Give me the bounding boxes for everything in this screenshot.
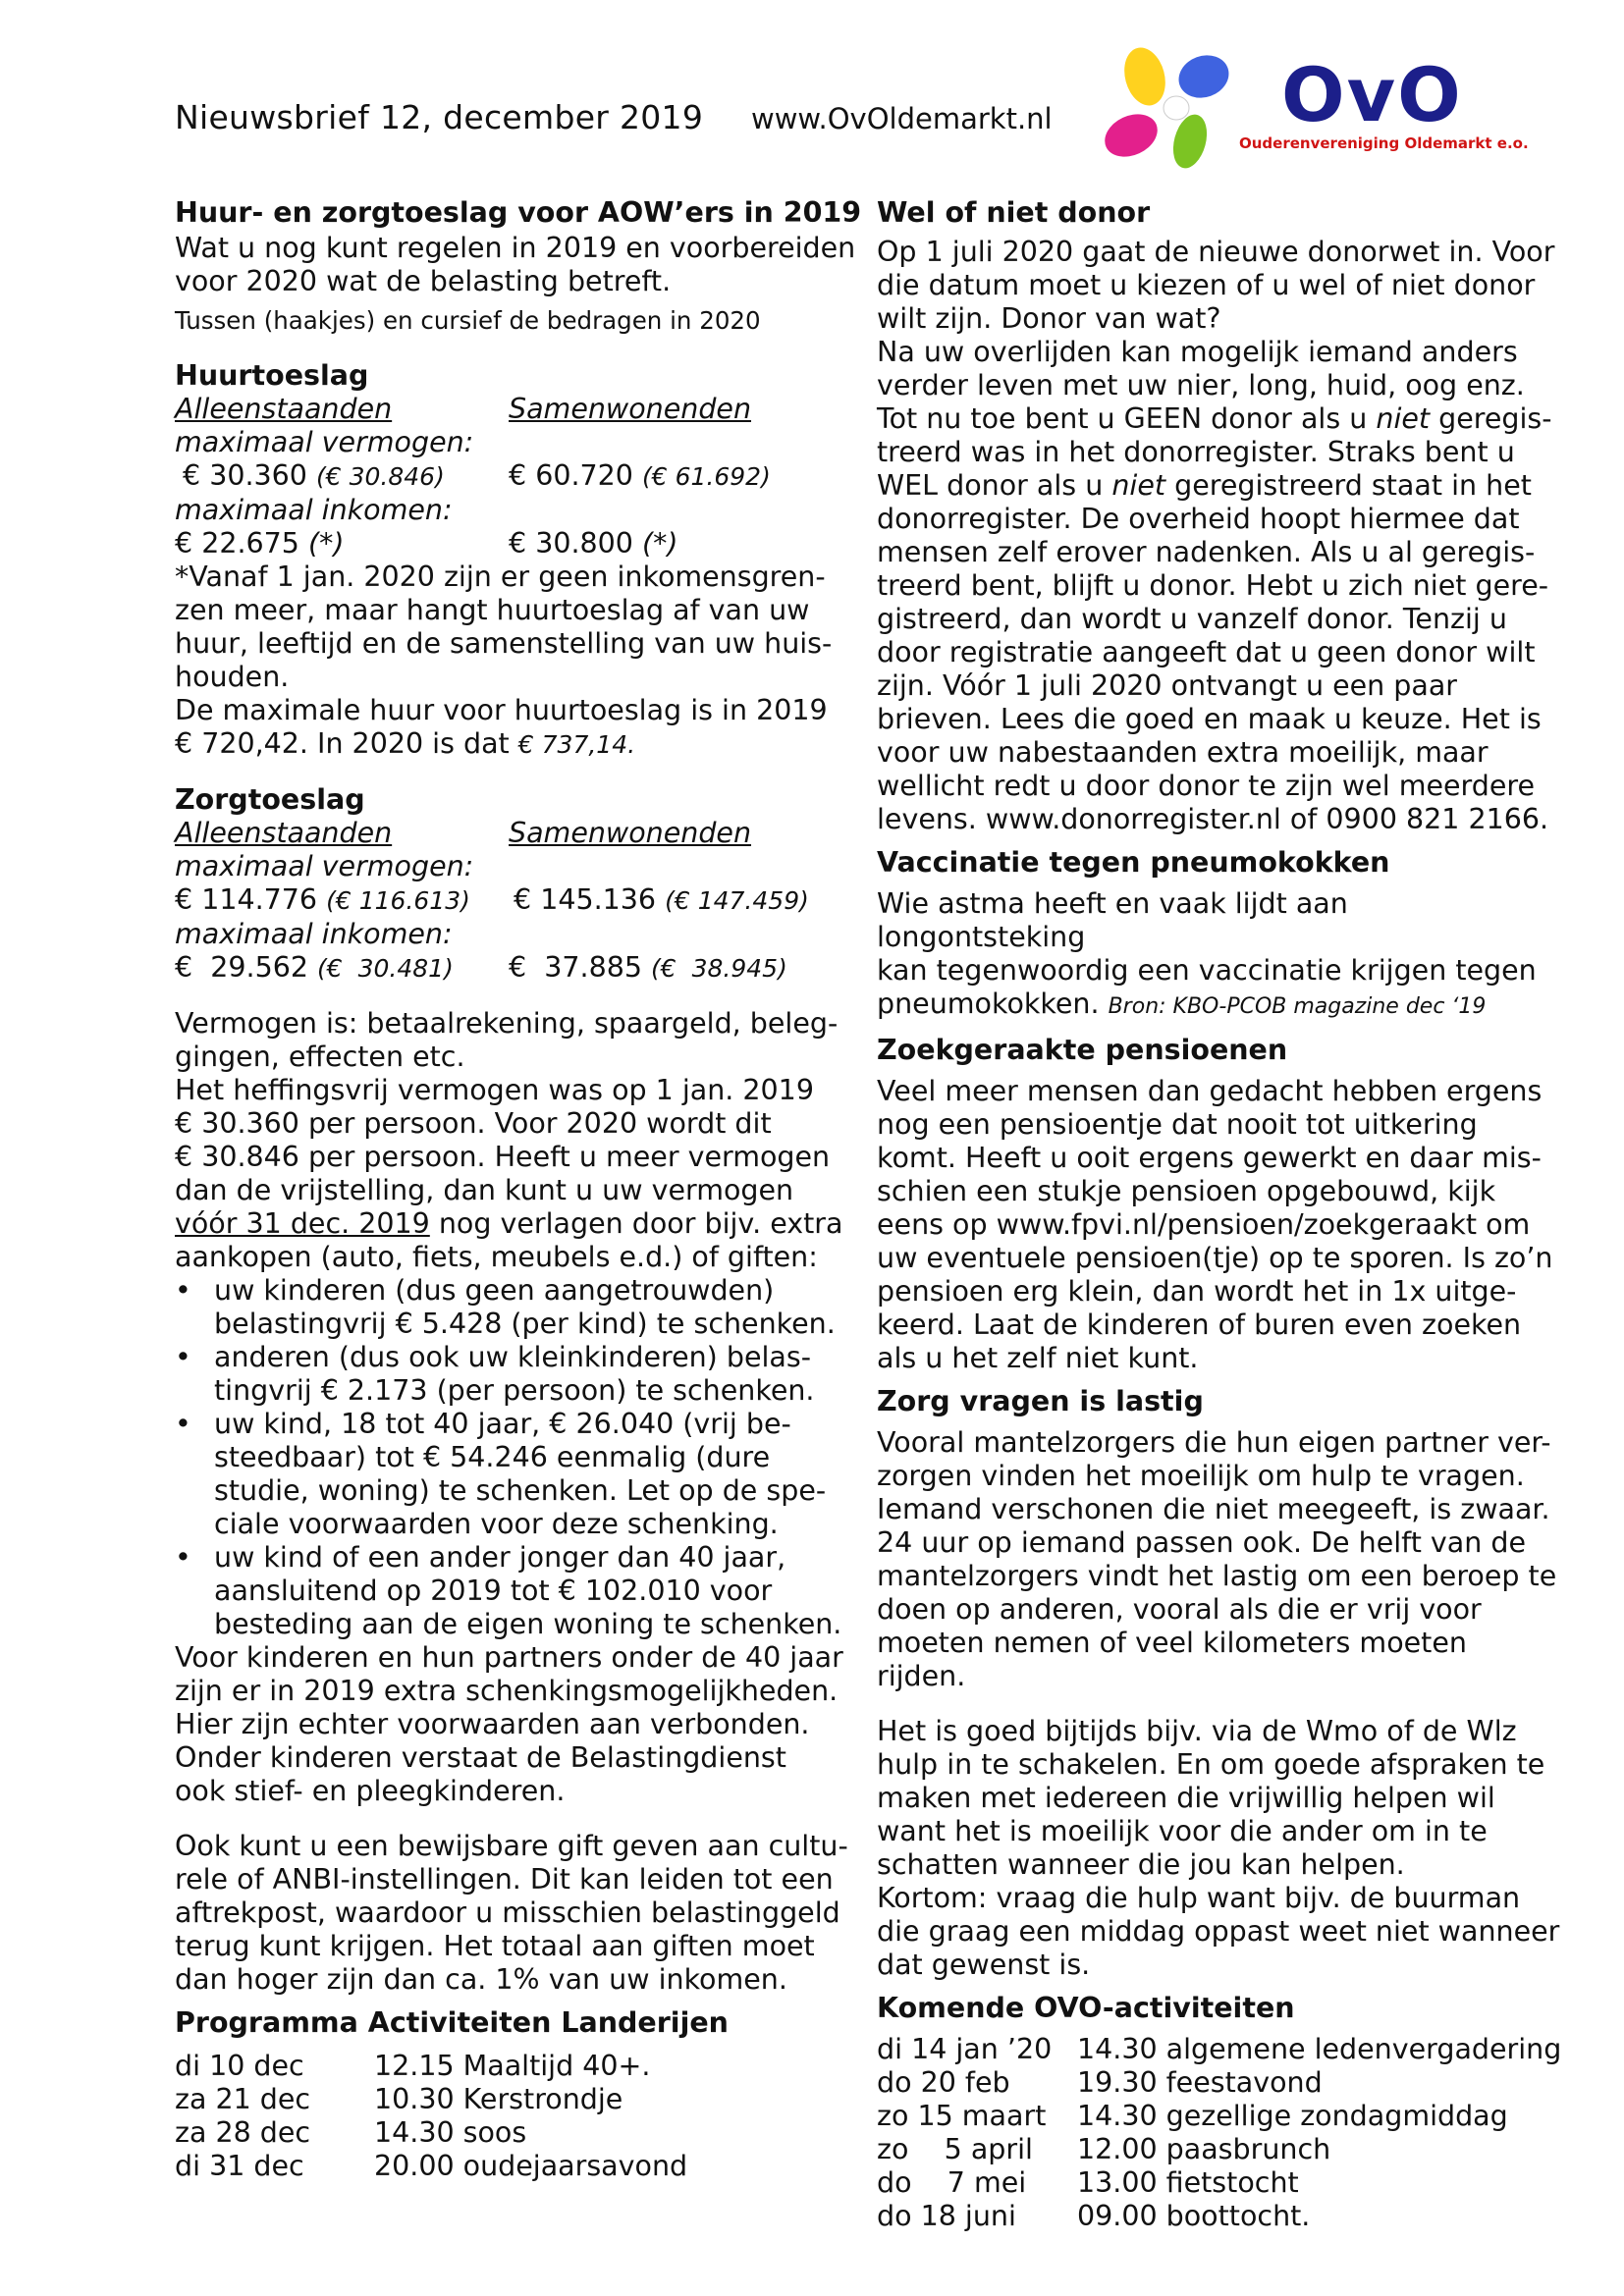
activity-row	[877, 2133, 1564, 2166]
list-item: • uw kind of een ander jonger dan 40 jaar, aansluitend op 2019 tot € 102.010 voor besteding aan de eigen woning te schenken.	[175, 1541, 862, 1641]
activity-row	[175, 2116, 862, 2150]
text-line	[175, 727, 862, 762]
deadline-date: vóór 31 dec. 2019	[175, 1207, 430, 1240]
activity-date: di 10 dec	[175, 2050, 304, 2082]
list-item: • uw kind, 18 tot 40 jaar, € 26.040 (vrij be- steedbaar) tot € 54.246 eenmalig (dure studie, woning) te schenken. Let op de spe- ciale voorwaarden voor deze schenking.	[175, 1408, 862, 1541]
activity-desc: 14.30 soos	[374, 2116, 527, 2149]
text-line: terug kunt krijgen. Het totaal aan giften moet	[175, 1930, 815, 1962]
text-line: rele of ANBI-instellingen. Dit kan leiden tot een	[175, 1863, 834, 1896]
value-2020: (€ 61.692)	[641, 462, 771, 491]
row-inkomen	[175, 951, 862, 986]
activity-row	[877, 2100, 1564, 2133]
text-line: uw eventuele pensioen(tje) op te sporen. Is zo’n	[877, 1242, 1553, 1274]
activity-row	[877, 2200, 1564, 2233]
activity-row	[877, 2033, 1564, 2066]
text-line: mantelzorgers vindt het lastig om een beroep te	[877, 1560, 1557, 1592]
heading-zorg-vragen: Zorg vragen is lastig	[877, 1385, 1204, 1417]
note-2020: Tussen (haakjes) en cursief de bedragen in 2020	[175, 306, 761, 335]
label-max-inkomen: maximaal inkomen:	[175, 918, 453, 950]
activity-desc: 12.15 Maaltijd 40+.	[374, 2050, 651, 2082]
text-line: doen op anderen, vooral als die er vrij voor	[877, 1593, 1482, 1626]
activity-date: di 31 dec	[175, 2150, 304, 2182]
text-line: wilt zijn. Donor van wat?	[877, 302, 1221, 335]
heading-pensioenen: Zoekgeraakte pensioenen	[877, 1034, 1288, 1066]
text-line: aftrekpost, waardoor u misschien belastinggeld	[175, 1896, 840, 1929]
activity-date: za 28 dec	[175, 2116, 311, 2149]
emphasis: niet	[1111, 469, 1166, 502]
row-vermogen	[175, 459, 862, 494]
text-line: hulp in te schakelen. En om goede afspraken te	[877, 1748, 1545, 1781]
text-line: Op 1 juli 2020 gaat de nieuwe donorwet in. Voor	[877, 236, 1555, 268]
text-line: dan hoger zijn dan ca. 1% van uw inkomen.	[175, 1963, 787, 1996]
value: € 22.675	[175, 527, 299, 560]
logo-text: OvO	[1281, 51, 1463, 138]
text-line: Veel meer mensen dan gedacht hebben ergens	[877, 1075, 1543, 1107]
text-line: eens op www.fpvi.nl/pensioen/zoekgeraakt om	[877, 1208, 1531, 1241]
text-line: donorregister. De overheid hoopt hiermee dat	[877, 503, 1520, 535]
text-line: Ook kunt u een bewijsbare gift geven aan cultu-	[175, 1830, 848, 1862]
text-line: brieven. Lees die goed en maak u keuze. Het is	[877, 703, 1542, 735]
text-line: ook stief- en pleegkinderen.	[175, 1775, 566, 1807]
activity-date: zo 15 maart	[877, 2100, 1047, 2132]
value-2020: (€ 30.846)	[315, 462, 445, 491]
text-line: levens. www.donorregister.nl of 0900 821 2166.	[877, 803, 1549, 835]
text-line: zen meer, maar hangt huurtoeslag af van uw	[175, 594, 810, 626]
text-line: dan de vrijstelling, dan kunt u uw vermogen	[175, 1174, 794, 1206]
activity-date: do 7 mei	[877, 2166, 1027, 2199]
logo-icon	[1098, 39, 1245, 177]
row-inkomen	[175, 527, 862, 561]
column-headers	[175, 393, 862, 426]
text-line: *Vanaf 1 jan. 2020 zijn er geen inkomensgren-	[175, 561, 826, 593]
text-line: verder leven met uw nier, long, huid, oog enz.	[877, 369, 1525, 401]
text-line: pensioen erg klein, dan wordt het in 1x uitge-	[877, 1275, 1517, 1308]
activity-desc: 14.30 algemene ledenvergadering	[1077, 2033, 1562, 2065]
text-line: gistreerd, dan wordt u vanzelf donor. Tenzij u	[877, 603, 1507, 635]
logo-subtitle: Ouderenvereniging Oldemarkt e.o.	[1239, 134, 1529, 152]
activity-desc: 12.00 paasbrunch	[1077, 2133, 1331, 2165]
heading-programma: Programma Activiteiten Landerijen	[175, 2006, 729, 2039]
activity-row	[877, 2066, 1564, 2100]
col-samenwonenden: Samenwonenden	[509, 817, 752, 849]
text-line: zorgen vinden het moeilijk om hulp te vragen.	[877, 1460, 1525, 1492]
label-max-vermogen: maximaal vermogen:	[175, 426, 474, 458]
text-line: komt. Heeft u ooit ergens gewerkt en daar mis-	[877, 1142, 1542, 1174]
text-line: maken met iedereen die vrijwillig helpen wil	[877, 1782, 1495, 1814]
row-vermogen	[175, 883, 862, 918]
text-line: Vermogen is: betaalrekening, spaargeld, beleg-	[175, 1007, 839, 1040]
text-line: treerd was in het donorregister. Straks bent u	[877, 436, 1515, 468]
label-max-vermogen: maximaal vermogen:	[175, 850, 474, 882]
right-column	[877, 196, 1564, 2233]
value: € 30.800	[509, 527, 633, 560]
list-item: • uw kinderen (dus geen aangetrouwden) belastingvrij € 5.428 (per kind) te schenken.	[175, 1274, 862, 1341]
text-line: De maximale huur voor huurtoeslag is in 2019	[175, 694, 828, 726]
value-2020: (€ 38.945)	[651, 954, 787, 983]
activity-row	[175, 2150, 862, 2183]
heading-huurtoeslag: Huurtoeslag	[175, 359, 369, 392]
text-line	[175, 1207, 862, 1241]
text-line: Na uw overlijden kan mogelijk iemand anders	[877, 336, 1518, 368]
text-line: Voor kinderen en hun partners onder de 40 jaar	[175, 1641, 843, 1674]
text-line: keerd. Laat de kinderen of buren even zoeken	[877, 1308, 1522, 1341]
text-line: zijn. Vóór 1 juli 2020 ontvangt u een paar	[877, 669, 1458, 702]
activity-row	[175, 2050, 862, 2083]
text-line: € 30.360 per persoon. Voor 2020 wordt dit	[175, 1107, 772, 1140]
activity-row	[877, 2166, 1564, 2200]
text-line: Onder kinderen verstaat de Belastingdienst	[175, 1741, 786, 1774]
value-2020: (€ 30.481)	[317, 954, 454, 983]
text-line: want het is moeilijk voor die ander om in te	[877, 1815, 1488, 1847]
activity-desc: 09.00 boottocht.	[1077, 2200, 1311, 2232]
text-line: aankopen (auto, fiets, meubels e.d.) of giften:	[175, 1241, 818, 1273]
heading-donor: Wel of niet donor	[877, 196, 1151, 229]
column-headers	[175, 817, 862, 850]
website-url[interactable]: www.OvOldemarkt.nl	[751, 102, 1053, 135]
value-2020: (€ 147.459)	[665, 886, 809, 915]
text-line: als u het zelf niet kunt.	[877, 1342, 1199, 1374]
activity-date: za 21 dec	[175, 2083, 311, 2115]
intro-line: voor 2020 wat de belasting betreft.	[175, 265, 672, 297]
value: € 145.136	[514, 883, 657, 916]
label-max-inkomen: maximaal inkomen:	[175, 494, 453, 526]
activity-desc: 10.30 Kerstrondje	[374, 2083, 623, 2115]
value-2020: (€ 116.613)	[326, 886, 470, 915]
text-line: dat gewenst is.	[877, 1949, 1091, 1981]
text-line: nog een pensioentje dat nooit tot uitkering	[877, 1108, 1478, 1141]
value: € 30.360	[183, 459, 307, 492]
heading-vaccinatie: Vaccinatie tegen pneumokokken	[877, 846, 1390, 879]
value: € 29.562	[175, 951, 308, 984]
col-alleenstaanden: Alleenstaanden	[175, 817, 393, 849]
text-line: kan tegenwoordig een vaccinatie krijgen tegen	[877, 954, 1537, 987]
activity-desc: 19.30 feestavond	[1077, 2066, 1323, 2099]
text-line: moeten nemen of veel kilometers moeten rijden.	[877, 1627, 1467, 1692]
source: Bron: KBO-PCOB magazine dec ‘19	[1108, 994, 1487, 1019]
value: € 114.776	[175, 883, 318, 916]
text-line: € 30.846 per persoon. Heeft u meer vermogen	[175, 1141, 831, 1173]
activity-date: di 14 jan ’20	[877, 2033, 1053, 2065]
text-line: gingen, effecten etc.	[175, 1041, 465, 1073]
text-line: die datum moet u kiezen of u wel of niet donor	[877, 269, 1536, 301]
newsletter-title: Nieuwsbrief 12, december 2019	[175, 98, 704, 136]
col-alleenstaanden: Alleenstaanden	[175, 393, 393, 425]
text-line: Het heffingsvrij vermogen was op 1 jan. 2019	[175, 1074, 814, 1106]
text-line: schien een stukje pensioen opgebouwd, kijk	[877, 1175, 1496, 1207]
text-line: door registratie aangeeft dat u geen donor wilt	[877, 636, 1536, 668]
activity-desc: 20.00 oudejaarsavond	[374, 2150, 688, 2182]
left-column	[175, 196, 862, 2183]
text-line: die graag een middag oppast weet niet wanneer	[877, 1915, 1560, 1948]
text-line: Hier zijn echter voorwaarden aan verbonden.	[175, 1708, 810, 1740]
text-line: voor uw nabestaanden extra moeilijk, maar	[877, 736, 1489, 769]
text-line: Iemand verschonen die niet meegeeft, is zwaar.	[877, 1493, 1550, 1525]
activity-date: zo 5 april	[877, 2133, 1033, 2165]
text-line: pneumokokken. Bron: KBO-PCOB magazine dec ‘19	[877, 988, 1487, 1020]
value-2020: (*)	[641, 527, 678, 560]
heading-komende-activiteiten: Komende OVO-activiteiten	[877, 1992, 1295, 2024]
value: € 60.720	[509, 459, 633, 492]
activity-date: do 20 feb	[877, 2066, 1010, 2099]
gift-list	[175, 1274, 862, 1641]
text-line: Kortom: vraag die hulp want bijv. de buurman	[877, 1882, 1521, 1914]
activity-date: do 18 juni	[877, 2200, 1016, 2232]
text-line: 24 uur op iemand passen ook. De helft van de	[877, 1526, 1527, 1559]
text-line: wellicht redt u door donor te zijn wel meerdere	[877, 770, 1535, 802]
text-line: Vooral mantelzorgers die hun eigen partner ver-	[877, 1426, 1551, 1459]
text: € 720,42. In 2020 is dat	[175, 727, 510, 760]
text-line: WEL donor als u niet geregistreerd staat in het	[877, 469, 1532, 502]
emphasis: niet	[1376, 402, 1431, 435]
value: € 37.885	[509, 951, 642, 984]
text-line: treerd bent, blijft u donor. Hebt u zich niet gere-	[877, 569, 1549, 602]
text-line: huur, leeftijd en de samenstelling van uw huis-	[175, 627, 833, 660]
text-line: Het is goed bijtijds bijv. via de Wmo of de Wlz	[877, 1715, 1517, 1747]
text: nog verlagen door bijv. extra	[429, 1207, 843, 1240]
text-line: Wie astma heeft en vaak lijdt aan longontsteking	[877, 887, 1348, 953]
text-line: zijn er in 2019 extra schenkingsmogelijkheden.	[175, 1675, 839, 1707]
intro-line: Wat u nog kunt regelen in 2019 en voorbereiden	[175, 232, 856, 264]
list-item: • anderen (dus ook uw kleinkinderen) belas- tingvrij € 2.173 (per persoon) te schenken.	[175, 1341, 862, 1408]
col-samenwonenden: Samenwonenden	[509, 393, 752, 425]
activity-row	[175, 2083, 862, 2116]
activity-desc: 14.30 gezellige zondagmiddag	[1077, 2100, 1508, 2132]
text-line: Tot nu toe bent u GEEN donor als u niet geregis-	[877, 402, 1552, 435]
heading-toeslag: Huur- en zorgtoeslag voor AOW’ers in 2019	[175, 196, 862, 229]
text-line: houden.	[175, 661, 290, 693]
heading-zorgtoeslag: Zorgtoeslag	[175, 783, 365, 816]
value-2020: (*)	[307, 527, 345, 560]
text-line: schatten wanneer die jou kan helpen.	[877, 1848, 1405, 1881]
value-2020: € 737,14.	[517, 730, 636, 759]
activity-desc: 13.00 fietstocht	[1077, 2166, 1299, 2199]
text-line: mensen zelf erover nadenken. Als u al geregis-	[877, 536, 1536, 568]
